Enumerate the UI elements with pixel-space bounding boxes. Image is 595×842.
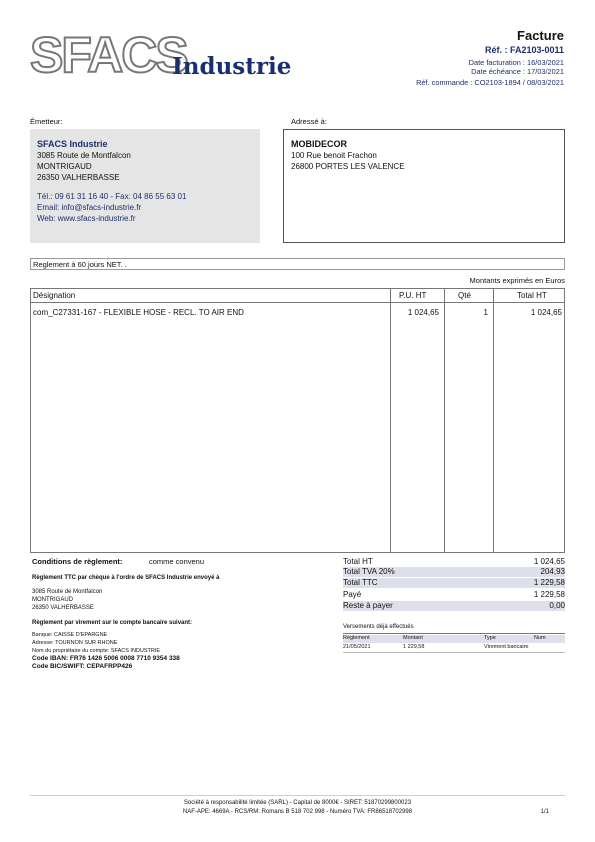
recipient-box (283, 129, 565, 243)
invoice-table (30, 288, 565, 553)
invoice-title: Facture (517, 28, 564, 43)
emitter-address-3: 26350 VALHERBASSE (37, 173, 120, 182)
payments-bottom-divider (343, 652, 565, 653)
payments-title: Versements déjà effectués (343, 624, 414, 630)
emitter-phone: Tél.: 09 61 31 16 40 - Fax: 04 86 55 63 01 (37, 192, 187, 201)
payments-divider (343, 633, 565, 634)
company-logo: SFACS (30, 27, 187, 83)
order-ref: Réf. commande : CO2103-1894 / 08/03/2021 (416, 78, 564, 87)
total-ttc-row (343, 578, 565, 588)
emitter-label: Émetteur: (30, 117, 63, 126)
emitter-web: Web: www.sfacs-industrie.fr (37, 214, 136, 223)
total-ttc-label: Total TTC (343, 578, 378, 587)
paid-row (343, 590, 565, 600)
paid-value: 1 229,58 (533, 590, 565, 599)
payments-header (343, 635, 565, 643)
bank-codes (32, 655, 180, 671)
payment-type: Virement bancaire (484, 644, 529, 650)
recipient-label: Adressé à: (291, 117, 327, 126)
total-tva-value: 204,93 (540, 567, 565, 576)
cheque-address-1: 3085 Route de Montfalcon (32, 589, 103, 595)
header-designation: Désignation (33, 291, 76, 300)
footer-line-2: NAF-APE: 4669A - RCS/RM: Romans B 518 702 998 - Numéro TVA: FR86518702998 (182, 809, 413, 815)
recipient-address-2: 26800 PORTES LES VALENCE (291, 162, 405, 171)
page-number: 1/1 (540, 809, 549, 815)
cheque-address-2: MONTRIGAUD (32, 597, 73, 603)
bank-address: Adresse: TOURNON SUR RHONE (32, 640, 118, 646)
header-quantity: Qté (458, 291, 471, 300)
emitter-address-2: MONTRIGAUD (37, 162, 92, 171)
invoice-date: Date facturation : 16/03/2021 (468, 58, 564, 67)
row-total: 1 024,65 (530, 308, 562, 317)
recipient-name: MOBIDECOR (291, 139, 347, 149)
footer-line-1: Société à responsabilité limitée (SARL) - Capital de 8000€ - SIRET: 51870299800023 (183, 800, 412, 806)
remaining-value: 0,00 (549, 601, 565, 610)
header-unit-price: P.U. HT (399, 291, 427, 300)
emitter-email: Email: info@sfacs-industrie.fr (37, 203, 142, 212)
invoice-ref: Réf. : FA2103-0011 (484, 45, 564, 55)
remaining-label: Reste à payer (343, 601, 393, 610)
cheque-address (32, 588, 102, 612)
payments-header-type: Type (484, 635, 496, 641)
payments-row (343, 644, 565, 652)
invoice-due-date: Date échéance : 17/03/2021 (471, 67, 564, 76)
total-ht-row (343, 557, 565, 567)
total-tva-row (343, 567, 565, 577)
conditions-value: comme convenu (149, 557, 205, 566)
payments-header-reglement: Règlement (343, 635, 370, 641)
bank-name: Banque: CAISSE D'EPARGNE (32, 632, 108, 638)
currency-note: Montants exprimés en Euros (469, 276, 565, 285)
payments-header-num: Num (534, 635, 546, 641)
row-unit-price: 1 024,65 (407, 308, 439, 317)
row-designation: com_C27331-167 - FLEXIBLE HOSE - RECL. TO AIR END (33, 308, 244, 317)
payments-header-montant: Montant (403, 635, 423, 641)
header-total: Total HT (517, 291, 547, 300)
bank-details (32, 631, 160, 655)
total-tva-label: Total TVA 20% (343, 567, 395, 576)
total-ttc-value: 1 229,58 (533, 578, 565, 587)
payment-date: 21/05/2021 (343, 644, 371, 650)
footer-divider (30, 795, 565, 796)
payment-terms: Reglement à 60 jours NET. . (30, 258, 565, 270)
emitter-address-1: 3085 Route de Montfalcon (37, 151, 131, 160)
cheque-title: Règlement TTC par chèque à l'ordre de SFACS Industrie envoyé à (32, 575, 220, 581)
paid-label: Payé (343, 590, 362, 599)
bank-iban: Code IBAN: FR76 1426 5006 0008 7710 9354 338 (32, 655, 180, 662)
total-ht-value: 1 024,65 (533, 557, 565, 566)
conditions-label: Conditions de règlement: (32, 557, 123, 566)
row-quantity: 1 (483, 308, 488, 317)
emitter-box (30, 129, 260, 243)
payment-amount: 1 229,58 (403, 644, 425, 650)
remaining-row (343, 601, 565, 611)
recipient-address-1: 100 Rue benoit Frachon (291, 151, 377, 160)
company-logo-subtitle: Industrie (172, 53, 292, 80)
bank-owner: Nom du propriétaire du compte: SFACS INDUSTRIE (32, 648, 161, 654)
total-ht-label: Total HT (343, 557, 373, 566)
emitter-name: SFACS Industrie (37, 139, 108, 149)
bank-title: Règlement par virement sur le compte bancaire suivant: (32, 620, 193, 626)
bank-bic: Code BIC/SWIFT: CEPAFRPP426 (32, 663, 133, 670)
cheque-address-3: 26350 VALHERBASSE (32, 605, 94, 611)
